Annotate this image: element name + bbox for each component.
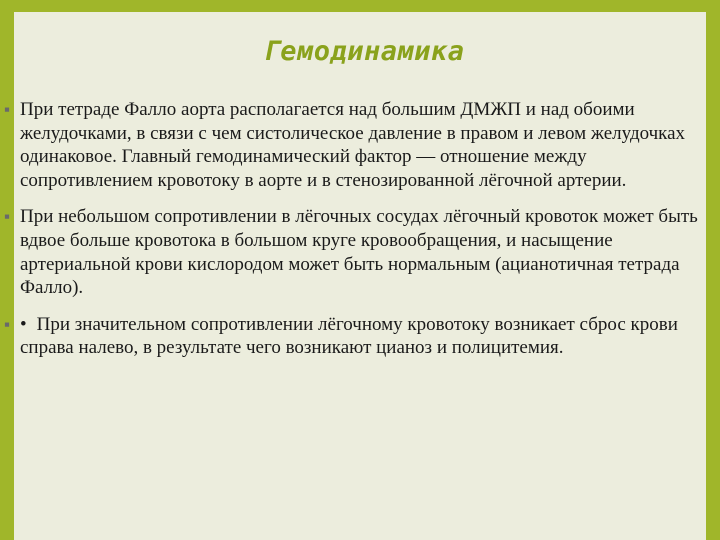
paragraph-text: При тетраде Фалло аорта располагается над большим ДМЖП и над обоими желудочками, в связи с чем систолическое давление в правом и левом желудочках одинаковое. Главный гемодинамический фактор — отношение между сопротивлением кровотоку в аорте и в стенозированной лёгочной артерии. — [20, 99, 686, 191]
inline-bullet-marker: • — [20, 313, 27, 335]
bullet-icon: ▪ — [4, 207, 11, 227]
paragraph-text: При небольшом сопротивлении в лёгочных сосудах лёгочный кровоток может быть вдвое больше кровотока в большом круге кровообращения, и насыщение артериальной крови кислородом может быть нормальным (ацианотичная тетрада Фалло). — [20, 206, 698, 299]
paragraph-text: При значительном сопротивлении лёгочному кровотоку возникает сброс крови справа налево, в результате чего возникают цианоз и полицитемия. — [20, 313, 678, 359]
paragraph-3 — [4, 313, 700, 360]
slide-panel — [4, 12, 706, 540]
paragraph-text-wrapper — [20, 313, 700, 360]
slide-content — [4, 98, 700, 373]
paragraph-2 — [4, 205, 700, 299]
bullet-icon: ▪ — [4, 314, 11, 334]
paragraph-1 — [4, 98, 700, 192]
slide-title: Гемодинамика — [263, 36, 465, 67]
bullet-icon: ▪ — [4, 100, 11, 119]
